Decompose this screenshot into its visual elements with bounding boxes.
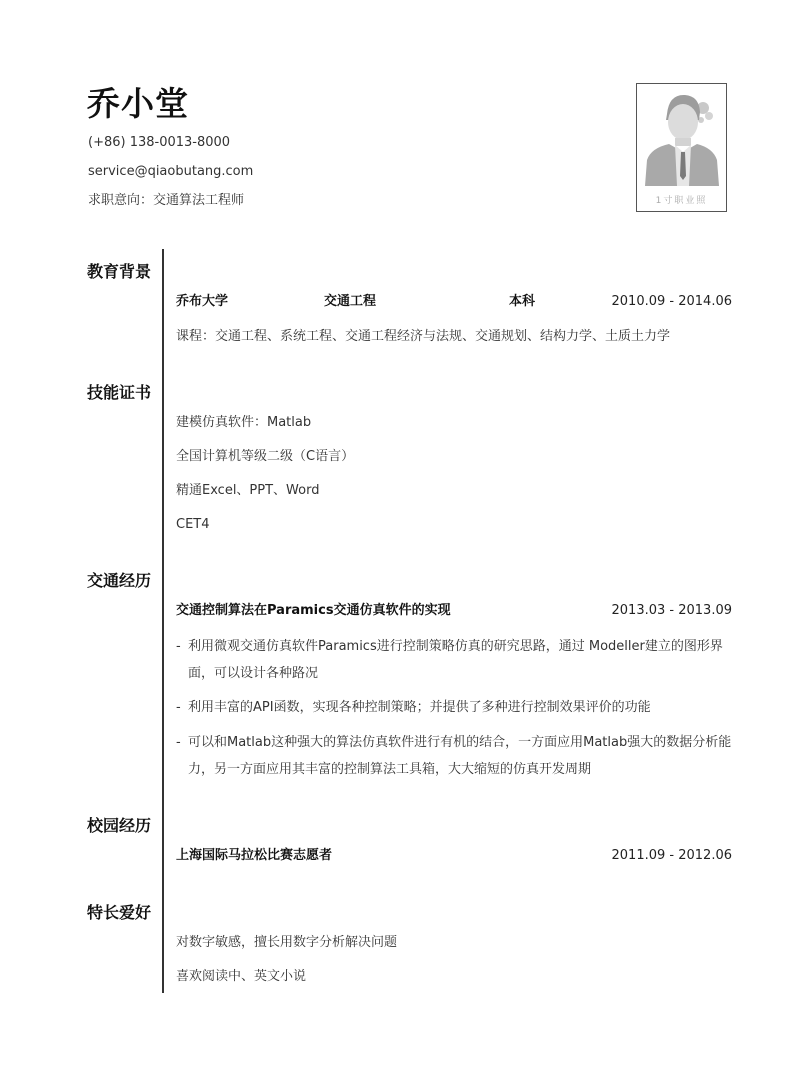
education-courses: 课程：交通工程、系统工程、交通工程经济与法规、交通规划、结构力学、土质土力学 xyxy=(176,329,671,344)
bullet-text: 利用微观交通仿真软件Paramics进行控制策略仿真的研究思路，通过 Modeller建立的图形界面，可以设计各种路况 xyxy=(188,639,723,681)
hobby-item: 对数字敏感，擅长用数字分析解决问题 xyxy=(176,935,398,950)
experience-date: 2013.03 - 2013.09 xyxy=(611,603,732,618)
section-title-skills: 技能证书 xyxy=(87,383,152,402)
photo-caption: 1寸职业照 xyxy=(655,196,708,206)
section-title-campus: 校园经历 xyxy=(87,816,152,835)
campus-role: 上海国际马拉松比赛志愿者 xyxy=(176,848,333,863)
degree: 本科 xyxy=(509,294,536,309)
bullet-mark: - xyxy=(176,735,181,750)
section-title-hobbies: 特长爱好 xyxy=(87,903,152,922)
experience-bullet xyxy=(176,729,732,783)
section-title-experience: 交通经历 xyxy=(87,571,152,590)
skill-item: 精通Excel、PPT、Word xyxy=(176,483,320,498)
skill-item: 建模仿真软件：Matlab xyxy=(176,415,312,430)
school-name: 乔布大学 xyxy=(176,294,229,309)
project-title: 交通控制算法在Paramics交通仿真软件的实现 xyxy=(176,603,451,618)
section-divider-line xyxy=(162,249,164,993)
photo-placeholder xyxy=(636,83,727,212)
experience-bullet xyxy=(176,694,732,721)
education-date: 2010.09 - 2014.06 xyxy=(611,294,732,309)
job-objective: 求职意向：交通算法工程师 xyxy=(88,193,245,208)
campus-date: 2011.09 - 2012.06 xyxy=(611,848,732,863)
candidate-name: 乔小堂 xyxy=(87,84,189,123)
hobby-item: 喜欢阅读中、英文小说 xyxy=(176,969,307,984)
major: 交通工程 xyxy=(324,294,377,309)
bullet-mark: - xyxy=(176,639,181,654)
phone-number: (+86) 138-0013-8000 xyxy=(88,135,231,150)
campus-entry xyxy=(176,847,732,865)
person-silhouette-icon xyxy=(645,90,719,186)
email-address: service@qiaobutang.com xyxy=(88,164,254,179)
bullet-mark: - xyxy=(176,700,181,715)
bullet-text: 可以和Matlab这种强大的算法仿真软件进行有机的结合，一方面应用Matlab强大的数据分析能力，另一方面应用其丰富的控制算法工具箱，大大缩短的仿真开发周期 xyxy=(188,735,732,777)
section-title-education: 教育背景 xyxy=(87,262,152,281)
bullet-text: 利用丰富的API函数，实现各种控制策略；并提供了多种进行控制效果评价的功能 xyxy=(188,700,651,715)
skill-item: CET4 xyxy=(176,517,210,532)
experience-entry xyxy=(176,602,732,620)
skill-item: 全国计算机等级二级（C语言） xyxy=(176,449,355,464)
experience-bullet xyxy=(176,633,732,687)
